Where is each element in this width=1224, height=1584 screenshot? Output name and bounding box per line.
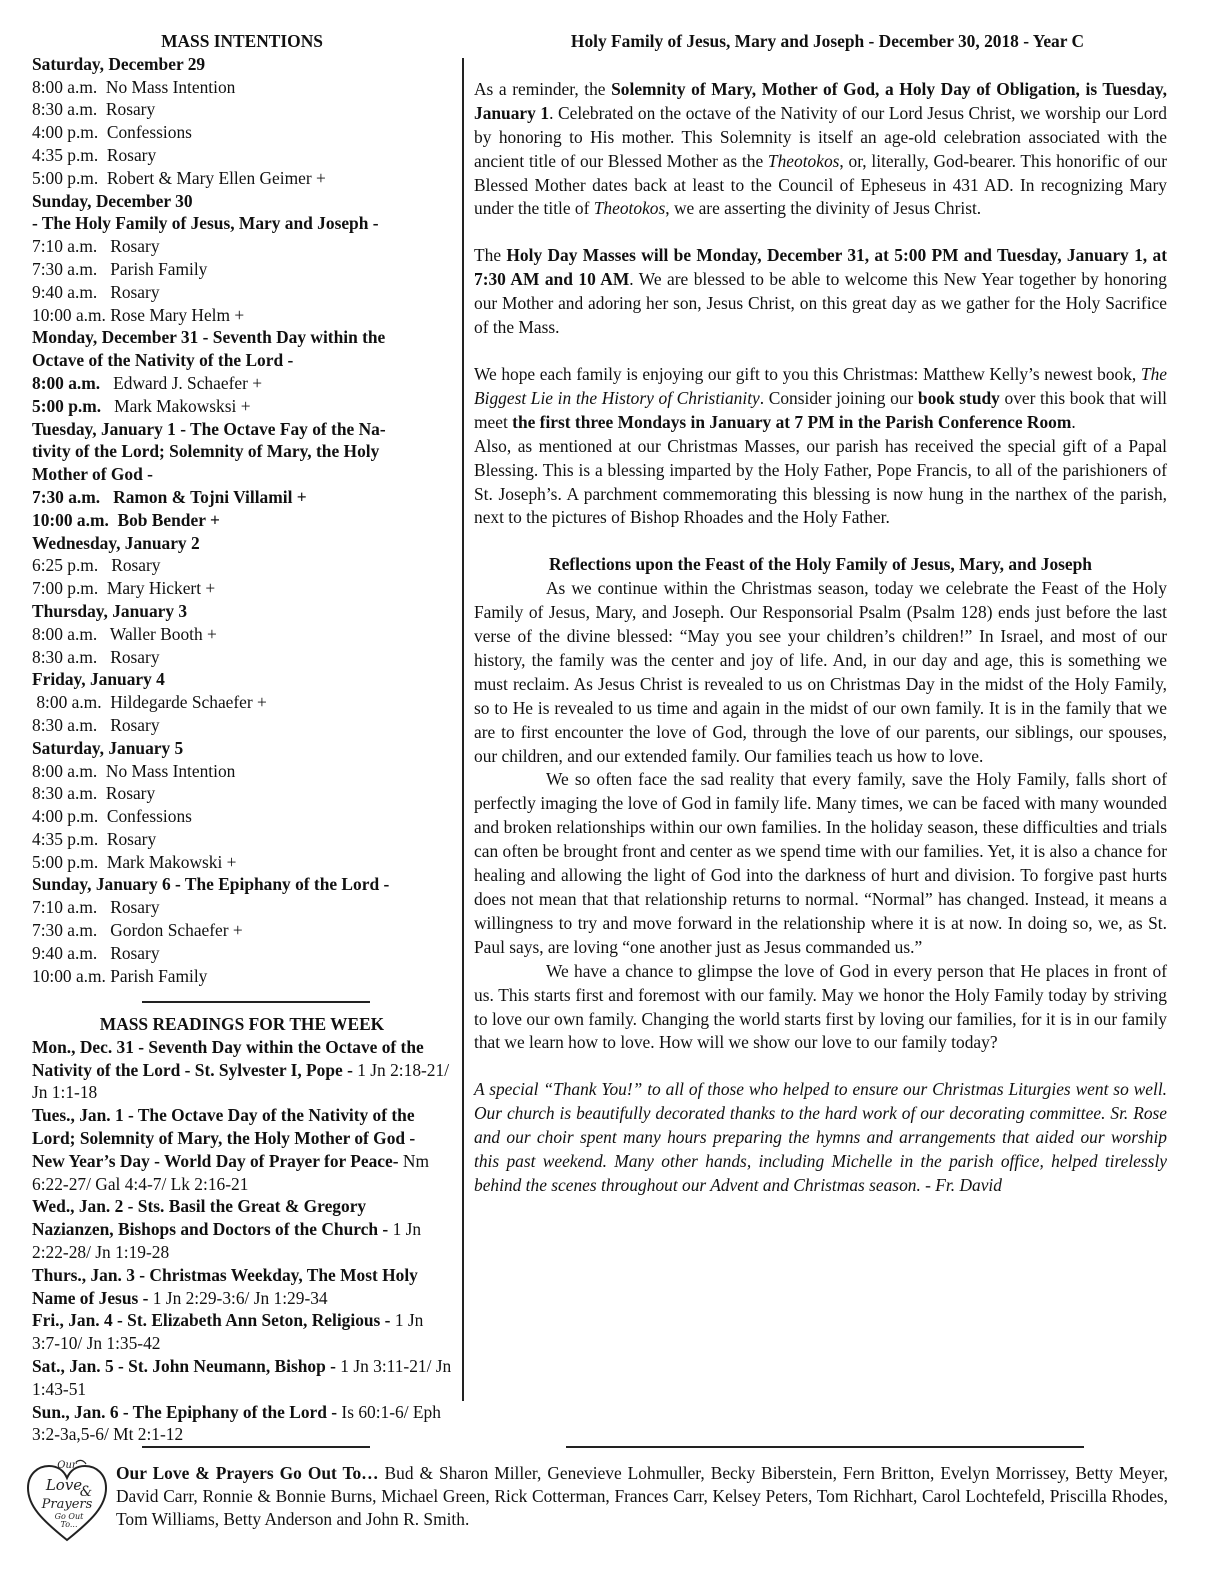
intention-line [32, 668, 452, 691]
reading-title: Mon., Dec. 31 - Seventh Day within the Octave of the Nativity of the Lord - St. Sylvester I, Pope - [32, 1036, 424, 1080]
intention-text: 8:00 a.m. No Mass Intention [32, 76, 236, 97]
text-italic: Theotokos [767, 150, 840, 171]
intention-line [32, 326, 452, 349]
intention-line [32, 98, 452, 121]
paragraph-solemnity [474, 78, 1167, 221]
reading-title: Sat., Jan. 5 - St. John Neumann, Bishop - [32, 1355, 336, 1376]
reflection-paragraph-2: We so often face the sad reality that every family, save the Holy Family, falls short of perfectly imaging the love of God in family life. Many times, we can be faced with many wounded and broken relationships within our own families. In the holiday season, these difficulties and trials can often be brought front and center as we spend time with our families. Yet, it is also a chance for healing and allowing the light of God into the darkness of hurt and division. To forgive past hurts does not mean that that relationship returns to normal. “Normal” has changed. Instead, it means a willingness to try and move forward in the relationship where it is at now. In doing so, we, as St. Paul says, are loving “one another just as Jesus commanded us.” [474, 769, 1167, 957]
intention-text: 8:30 a.m. Rosary [32, 714, 160, 735]
prayer-list [116, 1462, 1168, 1531]
reading-refs: Nm 6:22-27/ Gal 4:4-7/ Lk 2:16-21 [32, 1150, 429, 1194]
intention-text: 7:30 a.m. Parish Family [32, 258, 208, 279]
intention-text: 6:25 p.m. Rosary [32, 555, 161, 576]
intention-text: 5:00 p.m. Robert & Mary Ellen Geimer + [32, 167, 326, 188]
intention-line [32, 121, 452, 144]
intention-line [32, 646, 452, 669]
book-title: The Biggest Lie in the History of Christianity [474, 363, 1167, 408]
reflection-paragraph-1: As we continue within the Christmas season, today we celebrate the Feast of the Holy Family of Jesus, Mary, and Joseph. Our Responsorial Psalm (Psalm 128) ends just before the last verse of the divine blessed: “May you see your children’s children!” In Israel, and most of our history, the family was the center and joy of life. And, in our day and age, this is something we must reclaim. As Jesus Christ is revealed to us on Christmas Day in the midst of the Holy Family, so to He is revealed to us time and again in the midst of our own family. It is in the family that we are to first encounter the love of God, through the love of our parents, our siblings, our spouses, our children, and our extended family. Our families teach us how to love. [474, 578, 1167, 766]
reading-title: Sun., Jan. 6 - The Epiphany of the Lord - [32, 1401, 338, 1422]
intention-text: Edward J. Schaefer + [100, 372, 263, 393]
text-bold: Solemnity of Mary, Mother of God, a Holy Day of Obligation, is Tuesday, January 1 [474, 78, 1167, 123]
intention-text: 8:30 a.m. Rosary [32, 99, 156, 120]
intention-line [32, 349, 452, 372]
intention-line [32, 782, 452, 805]
text: over this book that will meet [474, 387, 1167, 432]
intention-text: 8:00 a.m. Waller Booth + [32, 623, 217, 644]
reading-refs: 1 Jn 2:22-28/ Jn 1:19-28 [32, 1219, 422, 1262]
intention-text: 9:40 a.m. Rosary [32, 942, 160, 963]
intention-text: 5:00 p.m. Mark Makowski + [32, 851, 237, 872]
paragraph-holy-day-masses [474, 244, 1167, 340]
intention-line [32, 942, 452, 965]
prayer-list-names: Bud & Sharon Miller, Genevieve Lohmuller, Becky Biberstein, Fern Britton, Evelyn Morrissey, Betty Meyer, David Carr, Ronnie & Bonnie Burns, Michael Green, Rick Cotterman, Frances Carr, Kelsey Peters, Tom Richhart, Carol Lochtefeld, Priscilla Rhodes, Tom Williams, Betty Anderson and John R. Smith. [116, 1463, 1169, 1529]
column-divider [462, 58, 464, 1401]
text: . Consider joining our [759, 387, 918, 408]
intention-line [32, 760, 452, 783]
left-column [32, 30, 452, 1446]
text-bold: book study [917, 387, 1000, 408]
reading-title: Thurs., Jan. 3 - Christmas Weekday, The Most Holy Name of Jesus - [32, 1264, 418, 1308]
mass-intentions-list [32, 53, 452, 988]
reading-item [32, 1264, 452, 1310]
intention-line [32, 281, 452, 304]
intention-text: 8:30 a.m. Rosary [32, 783, 156, 804]
intention-text: 10:00 a.m. Parish Family [32, 965, 208, 986]
reading-title: Wed., Jan. 2 - Sts. Basil the Great & Gregory Nazianzen, Bishops and Doctors of the Church - [32, 1196, 389, 1240]
intention-text: 7:10 a.m. Rosary [32, 897, 160, 918]
text-bold: the first three Mondays in January at 7 PM in the Parish Conference Room [512, 411, 1072, 432]
intention-line [32, 509, 452, 532]
intention-text: 4:35 p.m. Rosary [32, 144, 157, 165]
intention-text: 9:40 a.m. Rosary [32, 281, 160, 302]
reading-refs: 1 Jn 3:11-21/ Jn 1:43-51 [32, 1355, 452, 1399]
intention-line [32, 418, 452, 441]
intention-line [32, 235, 452, 258]
intention-text: 7:30 a.m. Gordon Schaefer + [32, 920, 243, 941]
text: We hope each family is enjoying our gift to you this Christmas: Matthew Kelly’s newest book, [474, 363, 1141, 384]
intention-line [32, 53, 452, 76]
intention-line [32, 919, 452, 942]
intention-heading: - The Holy Family of Jesus, Mary and Joseph - [32, 213, 379, 234]
intention-line [32, 737, 452, 760]
intention-text: 8:00 a.m. Hildegarde Schaefer + [32, 692, 267, 713]
intention-line [32, 965, 452, 988]
intention-text: 7:10 a.m. Rosary [32, 236, 160, 257]
intention-line [32, 896, 452, 919]
readings-heading: MASS READINGS FOR THE WEEK [99, 1013, 385, 1034]
intention-line [32, 304, 452, 327]
intention-line [32, 440, 452, 463]
text: . Celebrated on the octave of the Nativity of our Lord Jesus Christ, we worship our Lord by honoring to His mother. This Solemnity is itself an age-old celebration associated with the ancient title of our Blessed Mother as the [474, 102, 1167, 171]
intention-text: 10:00 a.m. Rose Mary Helm + [32, 304, 245, 325]
intention-line [32, 144, 452, 167]
intention-text: 8:30 a.m. Rosary [32, 646, 160, 667]
reading-item [32, 1355, 452, 1401]
reading-refs: 1 Jn 3:7-10/ Jn 1:35-42 [32, 1310, 424, 1354]
intention-heading: Tuesday, January 1 - The Octave Fay of the Na- [32, 418, 386, 439]
reflection-paragraph-3: We have a chance to glimpse the love of God in every person that He places in front of us. This starts first and foremost with our family. May we honor the Holy Family today by striving to love our own family. Changing the world starts first by loving our families, for it is in our family that we learn how to love. How will we show our love to our family today? [474, 960, 1167, 1053]
intention-line [32, 463, 452, 486]
reflection-title: Reflections upon the Feast of the Holy Family of Jesus, Mary, and Joseph [549, 554, 1092, 575]
intention-line [32, 486, 452, 509]
intention-line [32, 600, 452, 623]
intention-text: 4:35 p.m. Rosary [32, 828, 157, 849]
intention-heading: 10:00 a.m. Bob Bender + [32, 509, 220, 530]
intention-line [32, 212, 452, 235]
intention-line [32, 828, 452, 851]
reading-title: Fri., Jan. 4 - St. Elizabeth Ann Seton, Religious - [32, 1310, 391, 1331]
svg-text:Go Out: Go Out [54, 1512, 84, 1521]
reading-item [32, 1104, 452, 1195]
intention-heading: Monday, December 31 - Seventh Day within the [32, 327, 386, 348]
intention-line [32, 372, 452, 395]
text-italic: Theotokos [593, 198, 666, 219]
svg-text:&: & [79, 1484, 93, 1500]
bottom-divider-right [566, 1446, 1084, 1448]
intention-line [32, 395, 452, 418]
text: , we are asserting the divinity of Jesus Christ. [665, 198, 982, 219]
reading-item [32, 1195, 452, 1263]
intention-line [32, 851, 452, 874]
intention-line [32, 873, 452, 896]
text: The [474, 245, 507, 266]
intention-text: Mark Makowsksi + [101, 395, 251, 416]
intention-heading: tivity of the Lord; Solemnity of Mary, the Holy [32, 441, 380, 462]
reading-title: Tues., Jan. 1 - The Octave Day of the Nativity of the Lord; Solemnity of Mary, the Holy Mother of God - New Year’s Day - World Day of Prayer for Peace- [32, 1105, 416, 1171]
heart-icon [24, 1456, 110, 1546]
intention-text: 4:00 p.m. Confessions [32, 122, 192, 143]
text: As a reminder, the [474, 78, 612, 99]
reading-item [32, 1309, 452, 1355]
intention-heading: Friday, January 4 [32, 669, 165, 690]
intention-text: 4:00 p.m. Confessions [32, 806, 192, 827]
bottom-divider-left [142, 1446, 370, 1448]
intention-text: 8:00 a.m. No Mass Intention [32, 760, 236, 781]
intention-heading: Wednesday, January 2 [32, 532, 200, 553]
intention-heading: Sunday, December 30 [32, 190, 193, 211]
intention-line [32, 805, 452, 828]
svg-text:To...: To... [60, 1520, 78, 1529]
intention-heading: Saturday, December 29 [32, 53, 206, 74]
intention-heading: Sunday, January 6 - The Epiphany of the Lord - [32, 874, 390, 895]
intention-line [32, 714, 452, 737]
svg-text:Love: Love [45, 1476, 83, 1494]
text-bold: Holy Day Masses will be Monday, December 31, at 5:00 PM and Tuesday, January 1, at 7:30 AM and 10 AM [474, 245, 1167, 290]
reading-refs: 1 Jn 2:18-21/ Jn 1:1-18 [32, 1059, 450, 1103]
intention-line [32, 554, 452, 577]
mass-intentions-heading: MASS INTENTIONS [161, 31, 323, 51]
intention-heading: Thursday, January 3 [32, 600, 188, 621]
svg-text:Prayers: Prayers [41, 1497, 93, 1512]
thank-you-note: A special “Thank You!” to all of those who helped to ensure our Christmas Liturgies went so well. Our church is beautifully decorated thanks to the hard work of our decorating committee. Sr. Rose and our choir spent many hours preparing the hymns and arrangements that aided our worship this past weekend. Many other hands, including Michelle in the parish office, helped tirelessly behind the scenes throughout our Advent and Christmas season. - Fr. David [474, 1079, 1167, 1195]
reading-item [32, 1401, 452, 1447]
intention-heading: Octave of the Nativity of the Lord - [32, 350, 294, 371]
text: . We are blessed to be able to welcome this New Year together by honoring our Mother and adoring her son, Jesus Christ, on this great day as we gather for the Holy Sacrifice of the Mass. [474, 269, 1167, 338]
intention-line [32, 691, 452, 714]
reading-refs: 1 Jn 2:29-3:6/ Jn 1:29-34 [148, 1287, 328, 1308]
intention-heading: 8:00 a.m. [32, 372, 101, 393]
paragraph-book-study [474, 363, 1167, 435]
intention-line [32, 258, 452, 281]
readings-list [32, 1036, 452, 1446]
svg-text:Our: Our [57, 1460, 77, 1471]
intention-line [32, 532, 452, 555]
intention-heading: 7:30 a.m. Ramon & Tojni Villamil + [32, 486, 307, 507]
intention-text: 7:00 p.m. Mary Hickert + [32, 578, 216, 599]
intention-line [32, 167, 452, 190]
text: , or, literally, God-bearer. This honorific of our Blessed Mother dates back at least to the Council of Epheseus in 431 AD. In recognizing Mary under the title of [474, 150, 1167, 219]
right-column [474, 30, 1167, 1198]
intention-heading: Mother of God - [32, 464, 153, 485]
reading-item [32, 1036, 452, 1104]
left-divider [142, 1001, 370, 1003]
page-header: Holy Family of Jesus, Mary and Joseph - December 30, 2018 - Year C [570, 31, 1085, 51]
love-prayers-logo [24, 1456, 110, 1546]
paragraph-papal-blessing: Also, as mentioned at our Christmas Masses, our parish has received the special gift of a Papal Blessing. This is a blessing imparted by the Holy Father, Pope Francis, to all of the parishioners of St. Joseph’s. A parchment commemorating this blessing is now hung in the narthex of the parish, next to the pictures of Bishop Rhoades and the Holy Father. [474, 435, 1167, 528]
intention-line [32, 190, 452, 213]
prayer-list-lead: Our Love & Prayers Go Out To… [116, 1463, 379, 1483]
intention-heading: 5:00 p.m. [32, 395, 102, 416]
intention-line [32, 577, 452, 600]
text: . [1071, 411, 1076, 432]
intention-heading: Saturday, January 5 [32, 737, 184, 758]
intention-line [32, 76, 452, 99]
reading-refs: Is 60:1-6/ Eph 3:2-3a,5-6/ Mt 2:1-12 [32, 1401, 441, 1445]
intention-line [32, 623, 452, 646]
